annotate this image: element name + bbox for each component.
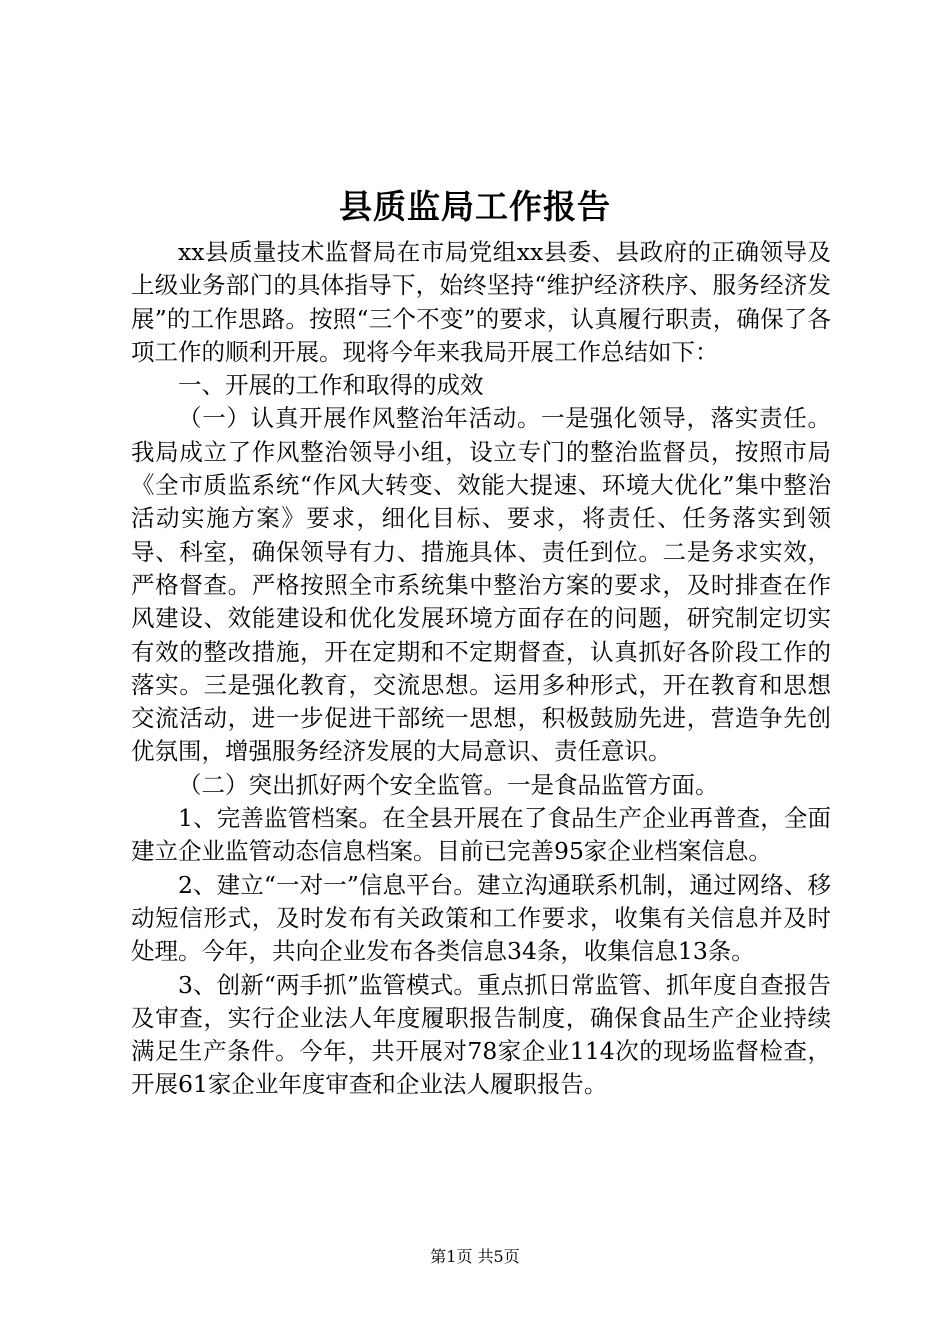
document-body [131, 236, 831, 1102]
item-2-paragraph: 2、建立“一对一”信息平台。建立沟通联系机制，通过网络、移动短信形式，及时发布有关政策和工作要求，收集有关信息并及时处理。今年，共向企业发布各类信息34条，收集信息13条。 [131, 870, 831, 966]
safety-supervision-paragraph: （二）突出抓好两个安全监管。一是食品监管方面。 [178, 770, 719, 799]
document-title: 县质监局工作报告 [339, 187, 611, 226]
item-3-paragraph: 3、创新“两手抓”监管模式。重点抓日常监管、抓年度自查报告及审查，实行企业法人年度履职报告制度，确保食品生产企业持续满足生产条件。今年，共开展对78家企业114次的现场监督检查，开展61家企业年度审查和企业法人履职报告。 [131, 970, 831, 1099]
page-footer: 第1页 共5页 [430, 1247, 520, 1266]
section-heading: 一、开展的工作和取得的成效 [178, 371, 484, 400]
intro-paragraph: xx县质量技术监督局在市局党组xx县委、县政府的正确领导及上级业务部门的具体指导下，始终坚持“维护经济秩序、服务经济发展”的工作思路。按照“三个不变”的要求，认真履行职责，确保了各项工作的顺利开展。现将今年来我局开展工作总结如下： [131, 238, 831, 366]
item-1-paragraph: 1、完善监管档案。在全县开展在了食品生产企业再普查，全面建立企业监管动态信息档案。目前已完善95家企业档案信息。 [131, 804, 831, 866]
work-style-paragraph: （一）认真开展作风整治年活动。一是强化领导，落实责任。我局成立了作风整治领导小组，设立专门的整治监督员，按照市局《全市质监系统“作风大转变、效能大提速、环境大优化”集中整治活动实施方案》要求，细化目标、要求，将责任、任务落实到领导、科室，确保领导有力、措施具体、责任到位。二是务求实效，严格督查。严格按照全市系统集中整治方案的要求，及时排查在作风建设、效能建设和优化发展环境方面存在的问题，研究制定切实有效的整改措施，开在定期和不定期督查，认真抓好各阶段工作的落实。三是强化教育，交流思想。运用多种形式，开在教育和思想交流活动，进一步促进干部统一思想，积极鼓励先进，营造争先创优氛围，增强服务经济发展的大局意识、责任意识。 [131, 404, 831, 766]
